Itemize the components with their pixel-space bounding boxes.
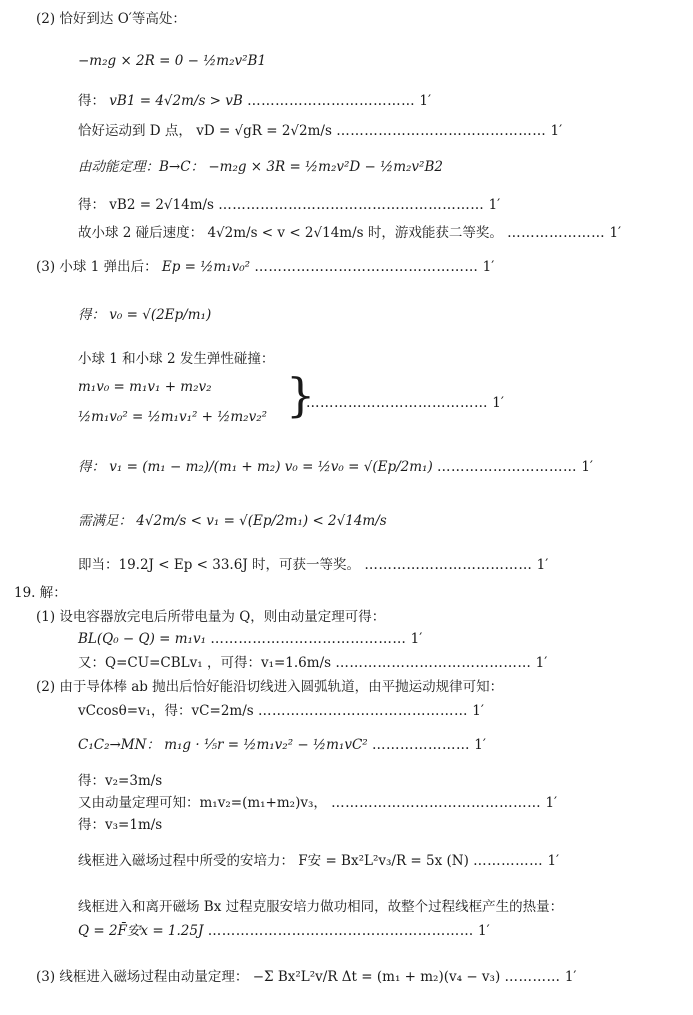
score-mark: 1′: [410, 631, 423, 647]
score-mark: 1′: [536, 557, 549, 573]
q19-heat-statement: 线框进入和离开磁场 Bx 过程克服安培力做功相同，故整个过程线框产生的热量：: [78, 899, 564, 915]
equation-v1-text: 得： v₁ = (m₁ − m₂)/(m₁ + m₂) v₀ = ½v₀ = √(Ep/2m₁): [78, 459, 433, 475]
equation-vb2: [78, 196, 500, 214]
equation-vd: [78, 122, 562, 140]
q19-part1-heading: (1) 设电容器放完电后所带电量为 Q，则由动量定理可得：: [36, 609, 386, 625]
q19-equation-heat-text: Q = 2F̄安x = 1.25J: [78, 923, 204, 939]
score-mark: 1′: [482, 259, 495, 275]
q19-equation-vc: [78, 702, 484, 720]
q19-part3-equation-text: (3) 线框进入磁场过程由动量定理： −Σ Bx²L²v/R Δt = (m₁ + m₂)(v₄ − v₃): [36, 969, 501, 985]
score-mark: 1′: [545, 795, 558, 811]
leader-dots: …………………………………………: [254, 259, 479, 275]
q19-equation-momentum-text: 又由动量定理可知：m₁v₂=(m₁+m₂)v₃，: [78, 795, 327, 811]
leader-dots: …………………………………: [306, 395, 488, 411]
leader-dots: ……………………………………: [210, 631, 407, 647]
equation-vb1-value: vB1 = 4√2m/s > vB: [109, 93, 243, 109]
equation-v0: 得： v₀ = √(2Ep/m₁): [78, 307, 212, 323]
q19-part3-equation: [36, 968, 576, 986]
q19-equation-ampere-text: 线框进入磁场过程中所受的安培力： F安 = Bx²L²v₃/R = 5x (N): [78, 853, 469, 869]
q19-equation-momentum: [78, 794, 557, 812]
question-19-number: 19. 解：: [14, 585, 67, 601]
q19-equation-v3: 得：v₃=1m/s: [78, 817, 163, 833]
q19-equation-impulse: [78, 630, 422, 648]
equation-condition: 需满足： 4√2m/s < v₁ = √(Ep/2m₁) < 2√14m/s: [78, 513, 387, 529]
part3-ep: [36, 258, 494, 276]
q19-equation-arc: [78, 736, 486, 754]
part3-heading: (3) 小球 1 弹出后：: [36, 259, 158, 275]
equation-vb1-text: 得：: [78, 93, 105, 109]
score-mark: 1′: [547, 853, 560, 869]
leader-dots: …………: [504, 969, 561, 985]
score-mark: 1′: [581, 459, 593, 475]
conclusion-first-prize: [78, 556, 548, 574]
equation-momentum: m₁v₀ = m₁v₁ + m₂v₂: [78, 379, 212, 395]
equation-vb1: [78, 92, 431, 110]
system-score-line: [306, 394, 504, 412]
equation-ep: Ep = ½m₁v₀²: [161, 259, 251, 275]
leader-dots: …………………………: [437, 459, 578, 475]
equation-energy-top: −m₂g × 2R = 0 − ½m₂v²B1: [78, 53, 267, 69]
leader-dots: …………………: [507, 225, 606, 241]
leader-dots: ……………………………………: [335, 655, 532, 671]
q19-equation-heat: [78, 922, 490, 940]
equation-vd-text: 恰好运动到 D 点， vD = √gR = 2√2m/s: [78, 123, 332, 139]
equation-energy-theorem: 由动能定理：B→C： −m₂g × 3R = ½m₂v²D − ½m₂v²B2: [78, 159, 443, 175]
q19-equation-v1: [78, 654, 547, 672]
collision-heading: 小球 1 和小球 2 发生弹性碰撞：: [78, 351, 275, 367]
score-mark: 1′: [474, 737, 486, 753]
q19-equation-v2: 得：v₂=3m/s: [78, 773, 163, 789]
conclusion-second-prize-text: 故小球 2 碰后速度： 4√2m/s < v < 2√14m/s 时，游戏能获二等奖。: [78, 225, 503, 241]
part2-heading: (2) 恰好到达 O′等高处：: [36, 11, 186, 27]
leader-dots: ………………………………………: [257, 703, 468, 719]
q19-equation-vc-text: vCcosθ=v₁，得：vC=2m/s: [78, 703, 254, 719]
q19-part2-heading: (2) 由于导体棒 ab 抛出后恰好能沿切线进入圆弧轨道，由平抛运动规律可知：: [36, 679, 504, 695]
equation-vb2-text: 得： vB2 = 2√14m/s: [78, 197, 214, 213]
score-mark: 1′: [564, 969, 577, 985]
leader-dots: ………………………………………: [336, 123, 547, 139]
system-brace: }: [286, 368, 316, 422]
leader-dots: …………………………………………………: [207, 923, 474, 939]
score-mark: 1′: [478, 923, 490, 939]
q19-equation-impulse-text: BL(Q₀ − Q) = m₁v₁: [78, 631, 207, 647]
leader-dots: …………………………………………………: [218, 197, 485, 213]
conclusion-second-prize: [78, 224, 621, 242]
leader-dots: ………………………………: [364, 557, 533, 573]
equation-kinetic-energy: ½m₁v₀² = ½m₁v₁² + ½m₂v₂²: [78, 409, 268, 425]
q19-equation-ampere: [78, 852, 559, 870]
score-mark: 1′: [550, 123, 563, 139]
q19-equation-arc-text: C₁C₂→MN： m₁g · ⅕r = ½m₁v₂² − ½m₁vC²: [78, 737, 368, 753]
score-mark: 1′: [609, 225, 622, 241]
score-mark: 1′: [419, 93, 432, 109]
leader-dots: …………………: [372, 737, 470, 753]
score-mark: 1′: [492, 395, 504, 411]
q19-equation-v1-text: 又：Q=CU=CBLv₁ ，可得：v₁=1.6m/s: [78, 655, 332, 671]
score-mark: 1′: [488, 197, 501, 213]
equation-v1: [78, 458, 593, 476]
leader-dots: ………………………………: [247, 93, 416, 109]
score-mark: 1′: [535, 655, 548, 671]
conclusion-first-prize-text: 即当：19.2J < Ep < 33.6J 时，可获一等奖。: [78, 557, 361, 573]
leader-dots: ……………: [473, 853, 544, 869]
score-mark: 1′: [472, 703, 484, 719]
leader-dots: ………………………………………: [331, 795, 542, 811]
